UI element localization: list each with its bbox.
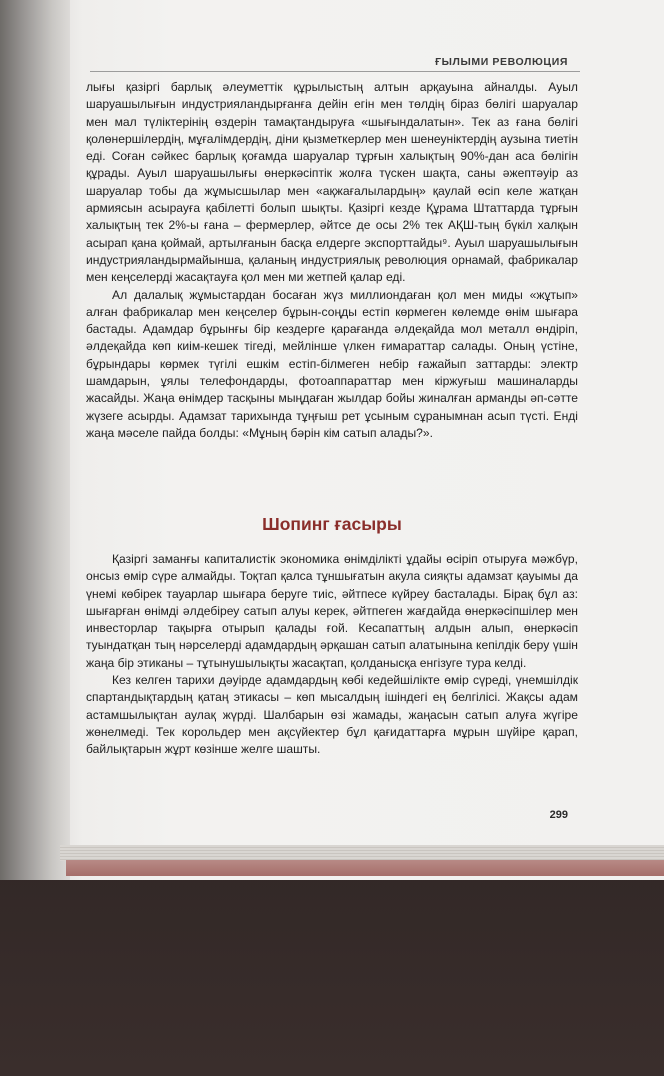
paragraph: Қазіргі заманғы капиталистік экономика өнімділікті ұдайы өсіріп отыруға мәжбүр, онсыз өмір сүре алмайды. Тоқтап қалса тұншығатын акула сияқты адамзат қауымы да үнемі көбірек тауарлар шығара беруге тиіс, әйтпесе күйреу басталады. Бірақ бұл аз: шығарған өнімді әлдебіреу сатып алуы керек, әйтпеген жағдайда өнеркәсіпшілер мен инвесторлар тақырға отырып қалады ғой. Кесапаттың алдын алып, өнеркәсіп туындатқан тың нәрселерді адамдардың әрқашан сатып алатынына кепілдік беру үшін жаңа бір этиканы – тұтынушылықты жасақтап, қолданысқа енгізуге тура келді. [86, 552, 578, 670]
paragraph: лығы қазіргі барлық әлеуметтік құрылыстың алтын арқауына айналды. Ауыл шаруашылығын индустрияландырғанға дейін егін мен төлдің біраз бөлігі шаруалар мен мал түліктерінің өздерін тамақтандыруға «шығындалатын». Тек аз ғана бөлігі қолөнершілердің, мұғалімдердің, діни қызметкерлер мен шенеуніктердің аузына тиетін еді. Соған сәйкес барлық қоғамда шаруалар тұрғын халықтың 90%-дан аса бөлігін құрады. Ауыл шаруашылығы өнеркәсіптік жолға түскен шақта, саны әжептәуір аз шаруалар тобы да жұмысшылар мен «ақжағалылардың» қаулай өсіп келе жатқан армиясын асырауға қабілетті болып шықты. Қазіргі кезде Құрама Штаттарда тұрғын халықтың тек 2%-ы ғана – фермерлер, әйтсе де осы 2% тек АҚШ-тың бүкіл халқын асырап қана қоймай, артылғанын басқа елдерге экспорттайды⁹. Ауыл шаруашылығын индустрияландырмайынша, қаланың индустриялық революция орнамай, фабрикалар мен кеңселерді жасақтауға қол мен ми жетпей қалар еді. [86, 80, 578, 285]
body-text-top [86, 79, 578, 442]
book-cover-edge [66, 860, 664, 876]
page-number: 299 [549, 809, 568, 821]
paragraph: Ал далалық жұмыстардан босаған жүз миллиондаған қол мен миды «жұтып» алған фабрикалар мен кеңселер бұрын-соңды естіп көрмеген көлемде өнім шығара бастады. Адамдар бұрынғы бір кездерге қарағанда әлдеқайда мол металл өндіріп, әлдеқайда көп киім-кешек тігеді, мейлінше үлкен ғимараттар салады. Оның үстіне, бұрындары көрмек түгілі ешкім естіп-білмеген небір ғажайып заттарды: электр шамдарын, ұялы телефондарды, фотоаппараттар мен кіржуғыш машиналарды жасайды. Жаңа өнімдер тасқыны мыңдаған жылдар бойы жиналған арманды әп-сәтте жүзеге асырды. Адамзат тарихында тұңғыш рет ұсыным сұранымнан асып түсті. Енді жаңа мәселе пайда болды: «Мұның бәрін кім сатып алады?». [86, 287, 578, 440]
body-text-bottom [86, 551, 578, 759]
binding-shadow [0, 0, 70, 880]
paragraph: Кез келген тарихи дәуірде адамдардың көбі кедейшілікте өмір сүреді, үнемшілдік спартандықтардың қатаң этикасы – көп мысалдың ішіндегі ең белгілісі. Жақсы адам астамшылықтан аулақ жүрді. Шалбарын өзі жамады, жаңасын сатып алуға жүгіре жөнелмеді. Тек корольдер мен ақсүйектер бұл қағидаттарға мұрын шүйіре қарап, байлықтарын жұрт көзінше желге шашты. [86, 673, 578, 757]
header-rule [90, 71, 580, 72]
running-head: ҒЫЛЫМИ РЕВОЛЮЦИЯ [435, 56, 568, 68]
page-edges [60, 845, 664, 861]
section-title: Шопинг ғасыры [262, 514, 402, 534]
